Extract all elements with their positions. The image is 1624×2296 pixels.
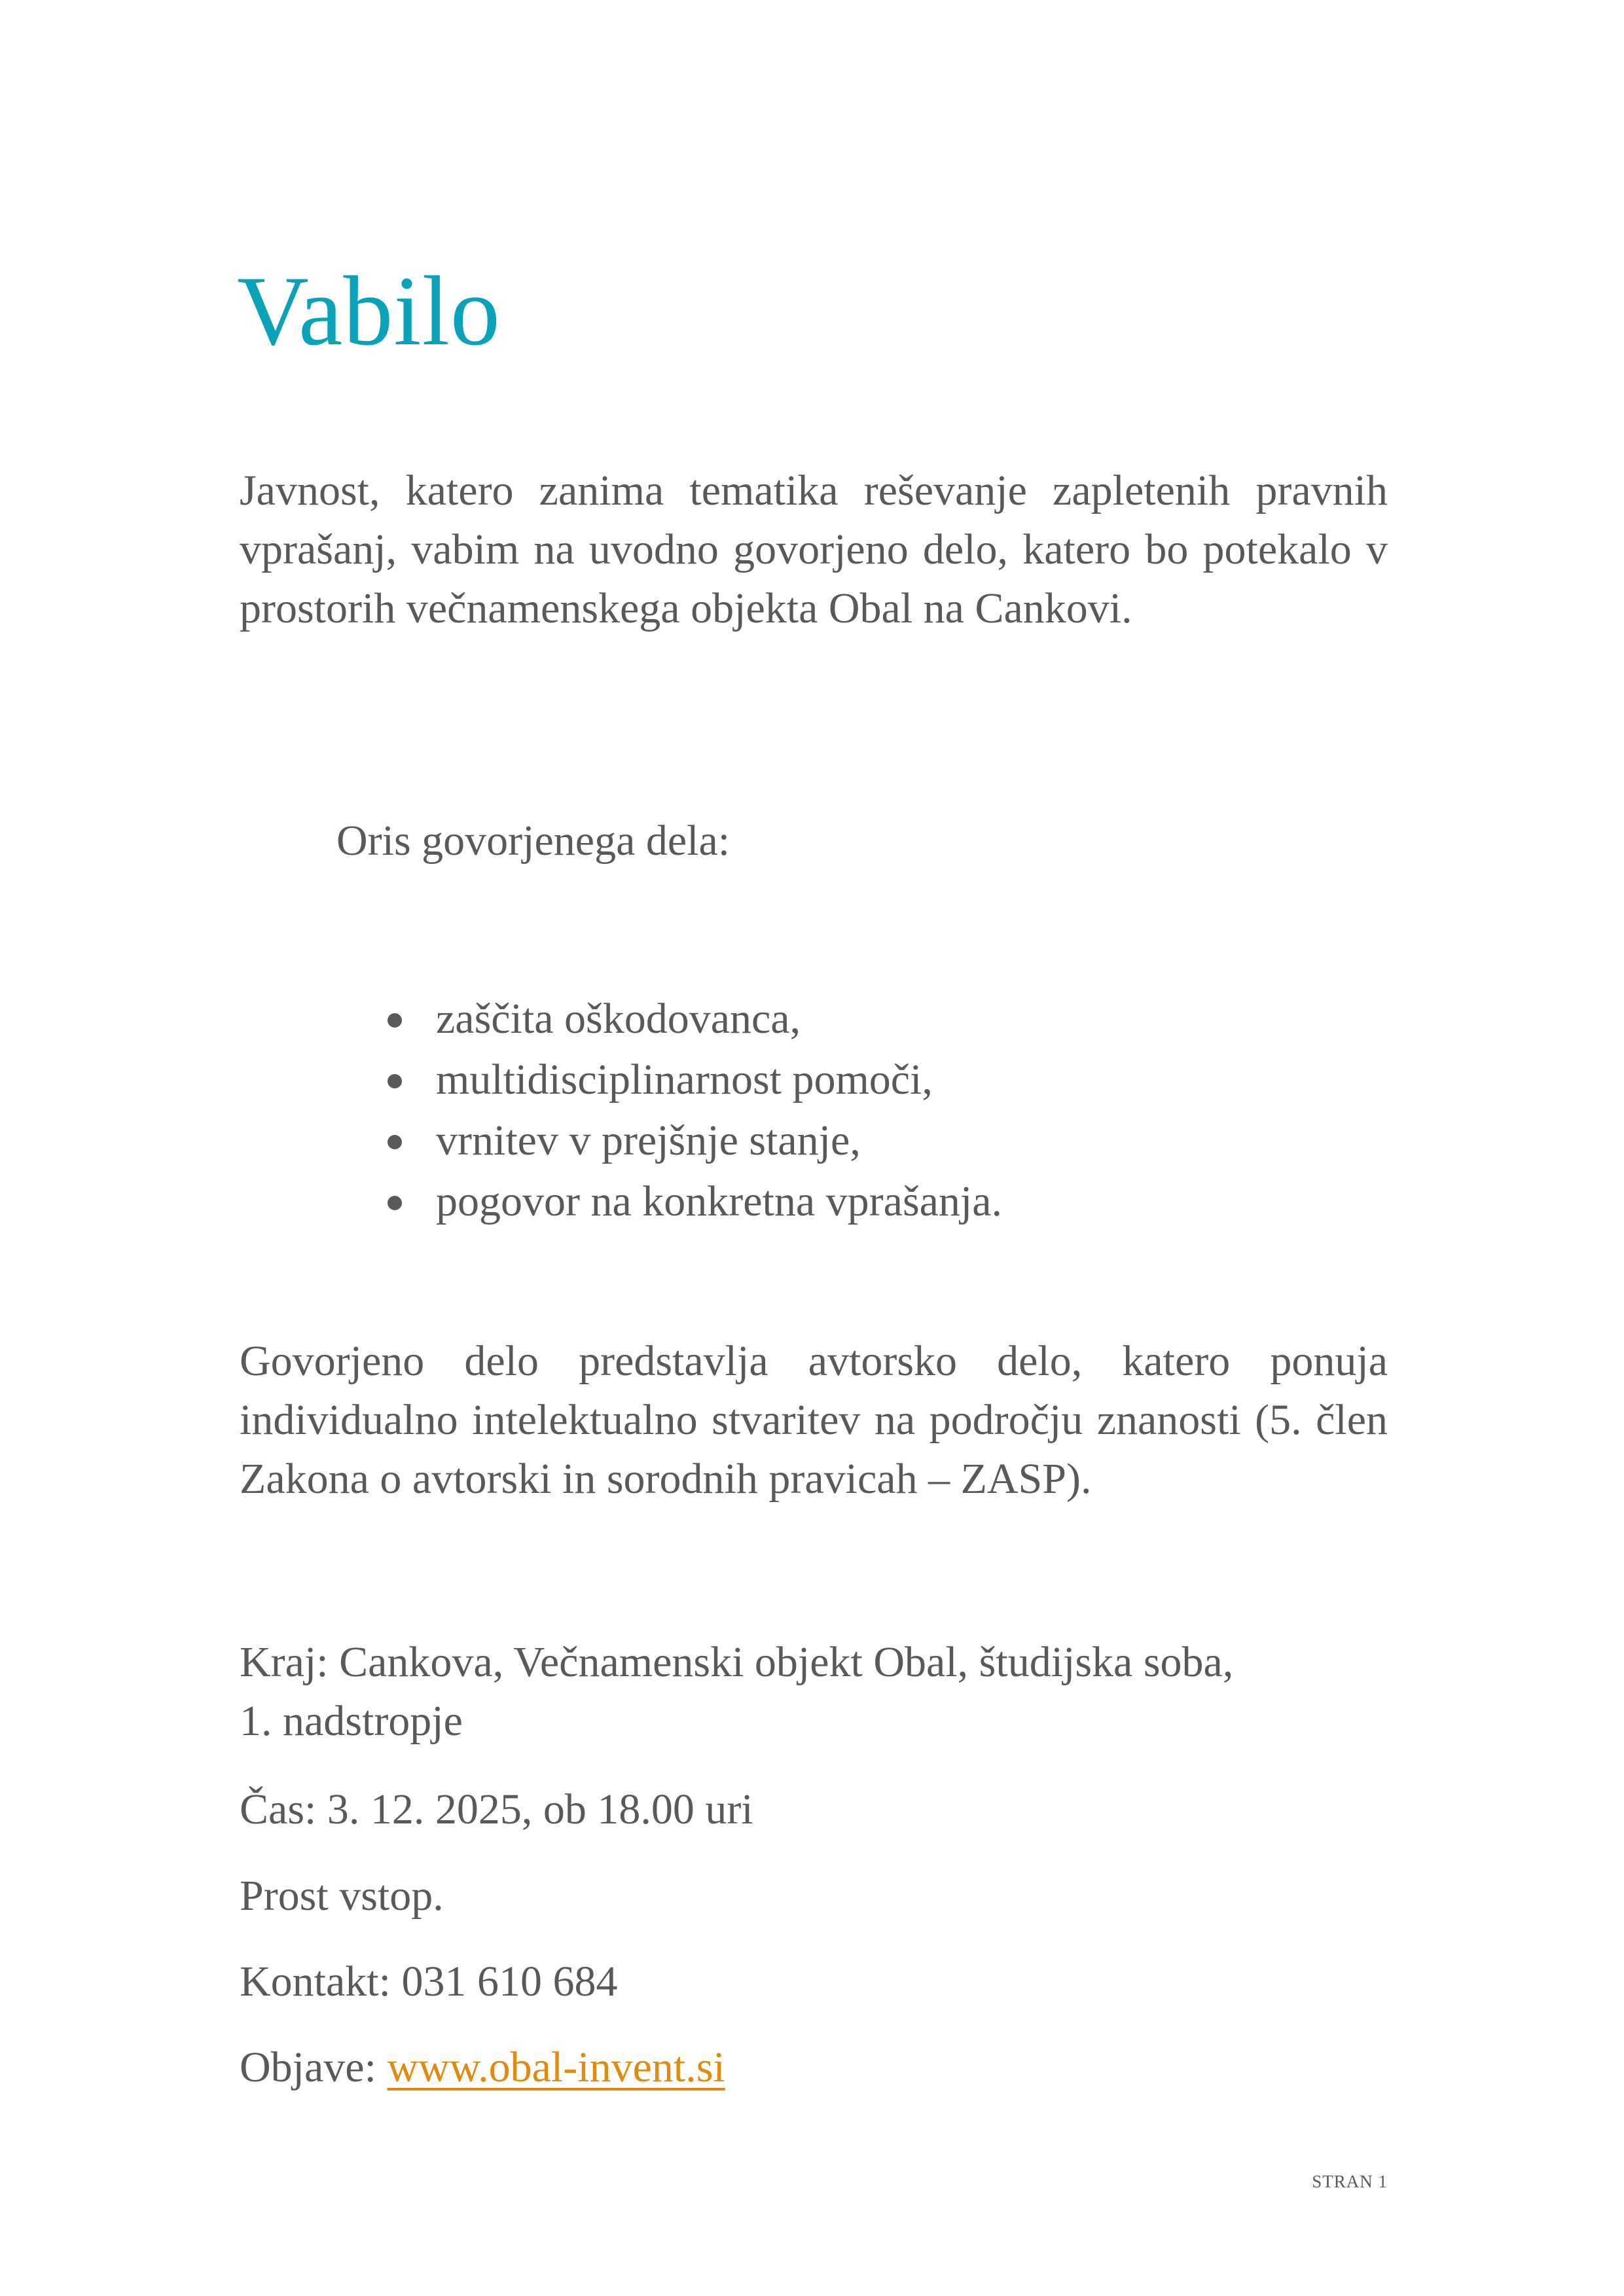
legal-paragraph: Govorjeno delo predstavlja avtorsko delo, katero ponuja individualno intelektualno stvaritev na področju znanosti (5. člen Zakona o avtorski in sorodnih pravicah – ZASP). bbox=[240, 1337, 1388, 1503]
document-title: Vabilo bbox=[237, 256, 501, 366]
list-item bbox=[380, 1171, 1002, 1232]
bullet-icon bbox=[388, 1013, 402, 1028]
bullet-icon bbox=[388, 1074, 402, 1088]
bullet-icon bbox=[388, 1135, 402, 1149]
list-item-text: vrnitev v prejšnje stanje, bbox=[436, 1117, 861, 1164]
list-item-text: pogovor na konkretna vprašanja. bbox=[436, 1177, 1003, 1225]
list-item bbox=[380, 1049, 1002, 1110]
time-line: Čas: 3. 12. 2025, ob 18.00 uri bbox=[240, 1785, 753, 1833]
website-link[interactable]: www.obal-invent.si bbox=[387, 2043, 725, 2091]
announcements-label: Objave: bbox=[240, 2043, 388, 2091]
list-item-text: multidisciplinarnost pomoči, bbox=[436, 1056, 933, 1103]
entry-line: Prost vstop. bbox=[240, 1872, 444, 1920]
outline-heading: Oris govorjenega dela: bbox=[336, 817, 731, 865]
bullet-icon bbox=[388, 1196, 402, 1210]
intro-paragraph: Javnost, katero zanima tematika reševanje zapletenih pravnih vprašanj, vabim na uvodno govorjeno delo, katero bo potekalo v prostorih večnamenskega objekta Obal na Cankovi. bbox=[240, 467, 1388, 632]
list-item bbox=[380, 1110, 1002, 1171]
announcements-line bbox=[240, 2038, 725, 2097]
list-item-text: zaščita oškodovanca, bbox=[436, 995, 801, 1043]
page-number: STRAN 1 bbox=[1312, 2172, 1388, 2191]
location-floor-line: 1. nadstropje bbox=[240, 1697, 463, 1745]
list-item bbox=[380, 988, 1002, 1049]
contact-line: Kontakt: 031 610 684 bbox=[240, 1958, 618, 2005]
outline-list bbox=[380, 988, 1002, 1232]
location-line: Kraj: Cankova, Večnamenski objekt Obal, študijska soba, bbox=[240, 1638, 1234, 1686]
